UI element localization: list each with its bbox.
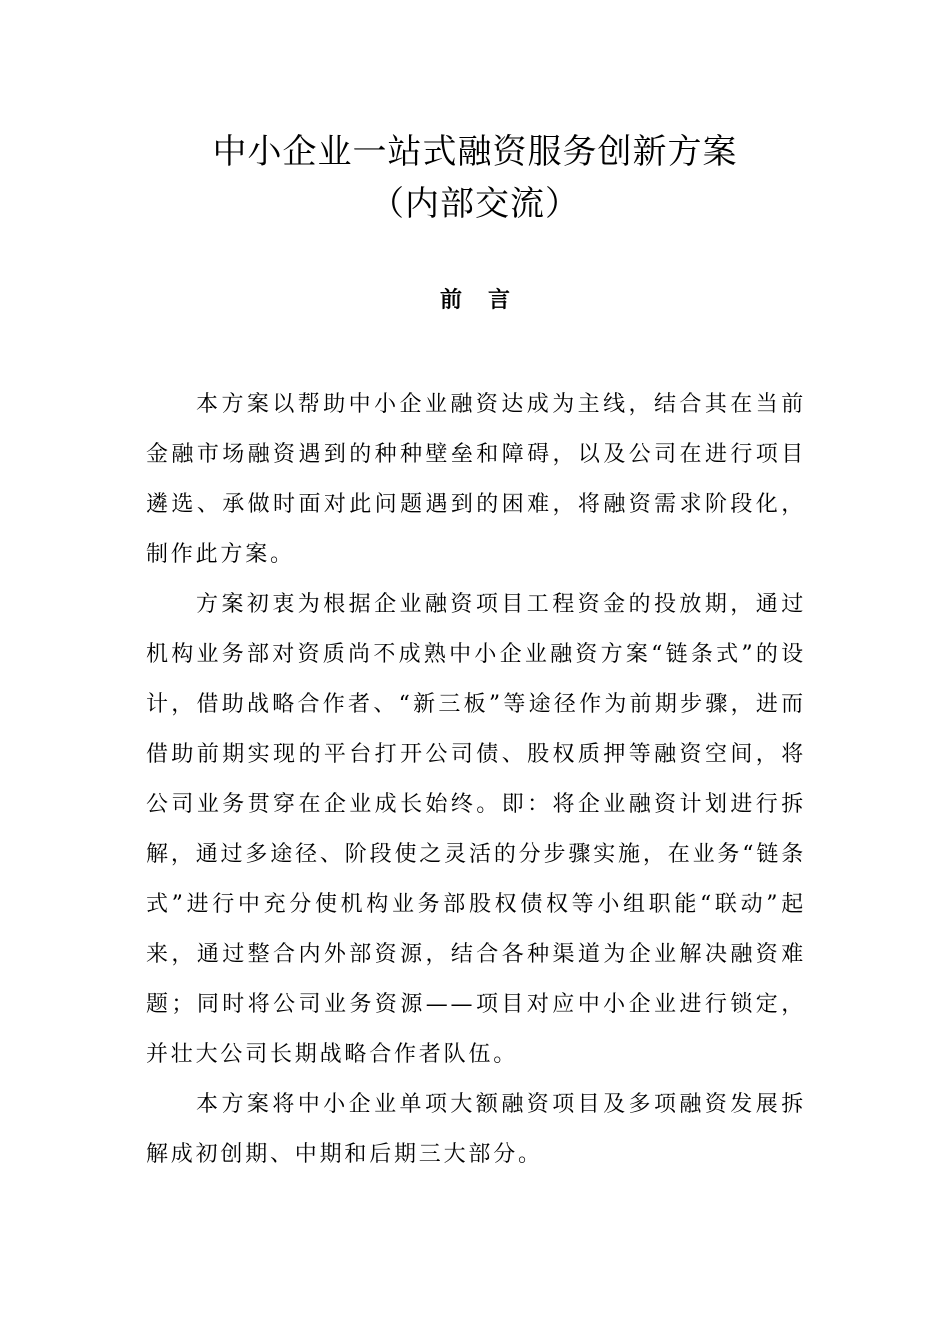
paragraph-1: 本方案以帮助中小企业融资达成为主线，结合其在当前金融市场融资遇到的种种壁垒和障碍，以及公司在进行项目遴选、承做时面对此问题遇到的困难，将融资需求阶段化，制作此方案。: [146, 392, 806, 567]
section-heading: 前言: [439, 288, 536, 313]
document-subtitle: （内部交流）: [370, 184, 580, 224]
document-body: [146, 380, 806, 1180]
paragraph-3: 本方案将中小企业单项大额融资项目及多项融资发展拆解成初创期、中期和后期三大部分。: [146, 1092, 806, 1167]
paragraph-2: 方案初衷为根据企业融资项目工程资金的投放期，通过机构业务部对资质尚不成熟中小企业融资方案“链条式”的设计，借助战略合作者、“新三板”等途径作为前期步骤，进而借助前期实现的平台打开公司债、股权质押等融资空间，将公司业务贯穿在企业成长始终。即：将企业融资计划进行拆解，通过多途径、阶段使之灵活的分步骤实施，在业务“链条式”进行中充分使机构业务部股权债权等小组职能“联动”起来，通过整合内外部资源，结合各种渠道为企业解决融资难题；同时将公司业务资源——项目对应中小企业进行锁定，并壮大公司长期战略合作者队伍。: [146, 592, 806, 1067]
document-title: 中小企业一站式融资服务创新方案: [212, 132, 738, 172]
